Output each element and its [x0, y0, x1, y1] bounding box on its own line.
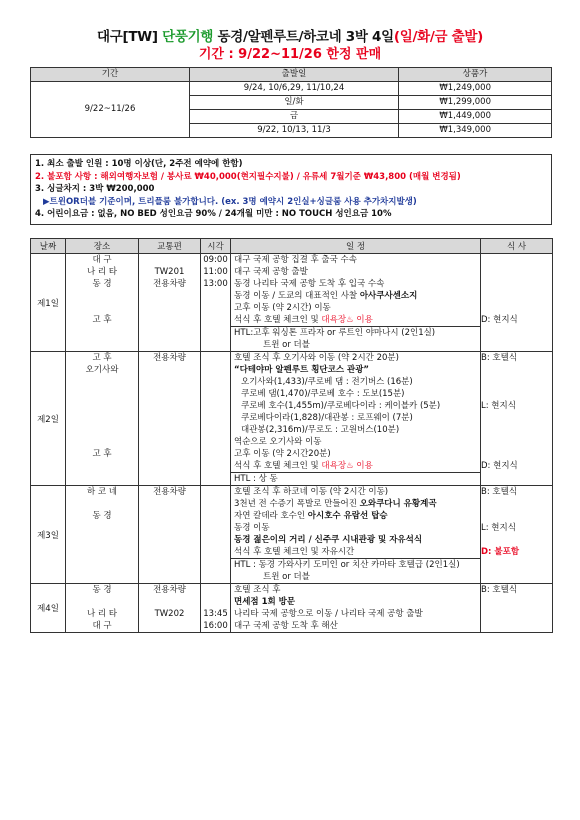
place-cell	[66, 486, 139, 584]
time: 09:00	[203, 255, 228, 265]
meal-cell	[481, 486, 553, 584]
meal-cell	[481, 254, 553, 352]
price-cell: ₩1,449,000	[399, 110, 552, 124]
day-label: 제4일	[31, 584, 66, 633]
note-min-people: 1. 최소 출발 인원 : 10명 이상(단, 2주전 예약에 한함)	[35, 159, 243, 169]
transport: 전용차량	[153, 487, 186, 497]
schedule-cell	[231, 584, 481, 633]
title-airline: 대구[TW]	[96, 29, 163, 45]
col-price: 상품가	[399, 68, 552, 82]
schedule-cell	[231, 486, 481, 584]
schedule-line: 쿠로베 호수(1,455m)/쿠로베다이라 : 케이블카 (5분)	[241, 401, 441, 411]
highlight-sight: 아시호수 유람선 탑승	[307, 511, 388, 521]
schedule-line: 대구 국제 공항 집결 후 출국 수속	[234, 255, 357, 265]
time: 11:00	[203, 267, 228, 277]
page-title	[0, 25, 580, 45]
price-cell: ₩1,349,000	[399, 124, 552, 138]
time-cell	[201, 254, 231, 352]
transport-cell	[139, 584, 201, 633]
place: 대 구	[92, 621, 112, 631]
schedule-text: 석식 후 호텔 체크인 및	[234, 461, 322, 471]
meal: B: 호텔식	[481, 353, 518, 363]
col-period: 기간	[31, 68, 190, 82]
schedule-line: 호텔 조식 후 오기사와 이동 (약 2시간 20분)	[234, 353, 399, 363]
meal: B: 호텔식	[481, 585, 518, 595]
place: 고 후	[92, 353, 112, 363]
col-place: 장소	[66, 239, 139, 254]
schedule-line: 호텔 조식 후 하코네 이동 (약 2시간 이동)	[234, 487, 389, 497]
schedule-line: 대구 국제 공항 출발	[234, 267, 308, 277]
place: 동 경	[92, 585, 112, 595]
schedule-cell	[231, 254, 481, 352]
room-type: 트윈 or 더블	[263, 340, 310, 350]
meal: D: 현지식	[481, 315, 518, 325]
schedule-line: 나리타 국제 공항으로 이동 / 나리타 국제 공항 출발	[234, 609, 423, 619]
place: 오기사와	[85, 365, 119, 375]
schedule-line: 면세점 1회 방문	[234, 597, 296, 607]
transport: TW201	[154, 267, 185, 277]
itinerary-header	[31, 239, 553, 254]
time-cell	[201, 352, 231, 486]
transport-cell	[139, 352, 201, 486]
dates-cell: 9/24, 10/6,29, 11/10,24	[190, 82, 399, 96]
day-label: 제3일	[31, 486, 66, 584]
note-child-fare: 4. 어린이요금 : 없음, NO BED 성인요금 90% / 24개월 미만 : NO TOUCH 성인요금 10%	[35, 209, 392, 219]
place-cell	[66, 584, 139, 633]
schedule-cell	[231, 352, 481, 486]
transport: 전용차량	[153, 585, 186, 595]
day-label: 제1일	[31, 254, 66, 352]
day-row	[31, 584, 553, 633]
highlight-sight: 오와쿠다니 유황계곡	[359, 499, 437, 509]
col-transport: 교통편	[139, 239, 201, 254]
transport: 전용차량	[153, 279, 186, 289]
place: 동 경	[92, 511, 112, 521]
meal-cell	[481, 584, 553, 633]
schedule-line: 동경 젊은이의 거리 / 신주쿠 시내관광 및 자유석식	[234, 535, 423, 545]
time: 13:45	[203, 609, 228, 619]
meal: D: 현지식	[481, 461, 518, 471]
place: 하 코 네	[86, 487, 118, 497]
col-day: 날짜	[31, 239, 66, 254]
meal: L: 현지식	[481, 401, 516, 411]
col-meal: 식 사	[481, 239, 553, 254]
day-label: 제2일	[31, 352, 66, 486]
time: 16:00	[203, 621, 228, 631]
schedule-line: 동경 이동	[234, 523, 270, 533]
place: 대 구	[92, 255, 112, 265]
schedule-line: 고후 이동 (약 2시간) 이동	[234, 303, 331, 313]
place: 나 리 타	[86, 267, 118, 277]
note-room-policy: ▶트윈OR더블 기준이며, 트리플룸 불가합니다. (ex. 3명 예약시 2인실+싱글룸 사용 추가차지발생)	[43, 196, 417, 207]
table-row	[31, 82, 552, 96]
dates-cell: 일/화	[190, 96, 399, 110]
schedule-line: “다테야마 알펜루트 횡단코스 관광”	[234, 365, 370, 375]
schedule-line	[231, 498, 480, 510]
place: 고 후	[92, 315, 112, 325]
time-cell	[201, 584, 231, 633]
room-type: 트윈 or 더블	[263, 572, 310, 582]
transport: 전용차량	[153, 353, 186, 363]
dates-cell: 9/22, 10/13, 11/3	[190, 124, 399, 138]
schedule-line: 쿠로베다이라(1,828)/대관봉 : 로프웨이 (7분)	[241, 413, 413, 423]
title-departure-days: (일/화/금 출발)	[393, 29, 483, 45]
schedule-line	[231, 460, 480, 472]
price-table-header	[31, 68, 552, 82]
schedule-line: 대관봉(2,316m)/무로도 : 고원버스(10분)	[241, 425, 400, 435]
day-row	[31, 254, 553, 352]
meal: L: 현지식	[481, 523, 516, 533]
sale-period: 기간 : 9/22~11/26 한정 판매	[198, 47, 382, 62]
price-cell: ₩1,249,000	[399, 82, 552, 96]
meal-cell	[481, 352, 553, 486]
schedule-line: 대구 국제 공항 도착 후 해산	[234, 621, 338, 631]
hotel-line: HTL : 동경 가와사키 도미인 or 치산 카마타 호텔급 (2인1실)	[231, 558, 480, 571]
schedule-text: 자연 칼데라 호수인	[234, 511, 308, 521]
schedule-line: 고후 이동 (약 2시간20분)	[234, 449, 331, 459]
schedule-text: 3천년 전 수증기 폭발로 만들어진	[234, 499, 360, 509]
transport-cell	[139, 486, 201, 584]
place-cell	[66, 352, 139, 486]
place-cell	[66, 254, 139, 352]
transport-cell	[139, 254, 201, 352]
col-schedule: 일 정	[231, 239, 481, 254]
time-cell	[201, 486, 231, 584]
hotel-line: HTL:고후 워싱톤 프라자 or 루트인 야마나시 (2인1실)	[231, 326, 480, 339]
note-single-charge: 3. 싱글차지 : 3박 ₩200,000	[35, 184, 155, 194]
highlight-sight: 아사쿠사센소지	[359, 291, 418, 301]
highlight-spa: 대욕장♨ 이용	[321, 461, 373, 471]
itinerary-table	[30, 238, 553, 633]
schedule-line: 역순으로 오기사와 이동	[234, 437, 322, 447]
place: 나 리 타	[86, 609, 118, 619]
schedule-line: 동경 나리타 국제 공항 도착 후 입국 수속	[234, 279, 385, 289]
schedule-line	[231, 314, 480, 326]
col-time: 시각	[201, 239, 231, 254]
meal: D: 불포함	[481, 547, 520, 557]
schedule-line: 호텔 조식 후	[234, 585, 281, 595]
notes-box	[30, 154, 552, 225]
price-table	[30, 67, 552, 138]
price-cell: ₩1,299,000	[399, 96, 552, 110]
place: 고 후	[92, 449, 112, 459]
day-row	[31, 486, 553, 584]
schedule-line: 석식 후 호텔 체크인 및 자유시간	[234, 547, 355, 557]
title-theme: 단풍기행	[162, 29, 214, 45]
transport: TW202	[154, 609, 185, 619]
highlight-spa: 대욕장♨ 이용	[321, 315, 373, 325]
schedule-text: 석식 후 호텔 체크인 및	[234, 315, 322, 325]
period-cell: 9/22~11/26	[31, 82, 190, 138]
day-row	[31, 352, 553, 486]
meal: B: 호텔식	[481, 487, 518, 497]
note-exclusions: 2. 불포함 사항 : 해외여행자보험 / 봉사료 ₩40,000(현지필수지불) / 유류세 7월기준 ₩43,800 (매월 변경됨)	[35, 171, 461, 182]
schedule-line	[231, 510, 480, 522]
place: 동 경	[92, 279, 112, 289]
hotel-line: HTL : 상 동	[231, 472, 480, 485]
schedule-line	[231, 290, 480, 302]
time: 13:00	[203, 279, 228, 289]
schedule-text: 동경 이동 / 도쿄의 대표적인 사찰	[234, 291, 360, 301]
dates-cell: 금	[190, 110, 399, 124]
schedule-line: 오기사와(1,433)/쿠로베 댐 : 전기버스 (16분)	[241, 377, 413, 387]
schedule-line: 쿠로베 댐(1,470)/쿠로베 호수 : 도보(15분)	[241, 389, 405, 399]
col-departure: 출발일	[190, 68, 399, 82]
title-route: 동경/알펜루트/하코네 3박 4일	[213, 29, 394, 45]
